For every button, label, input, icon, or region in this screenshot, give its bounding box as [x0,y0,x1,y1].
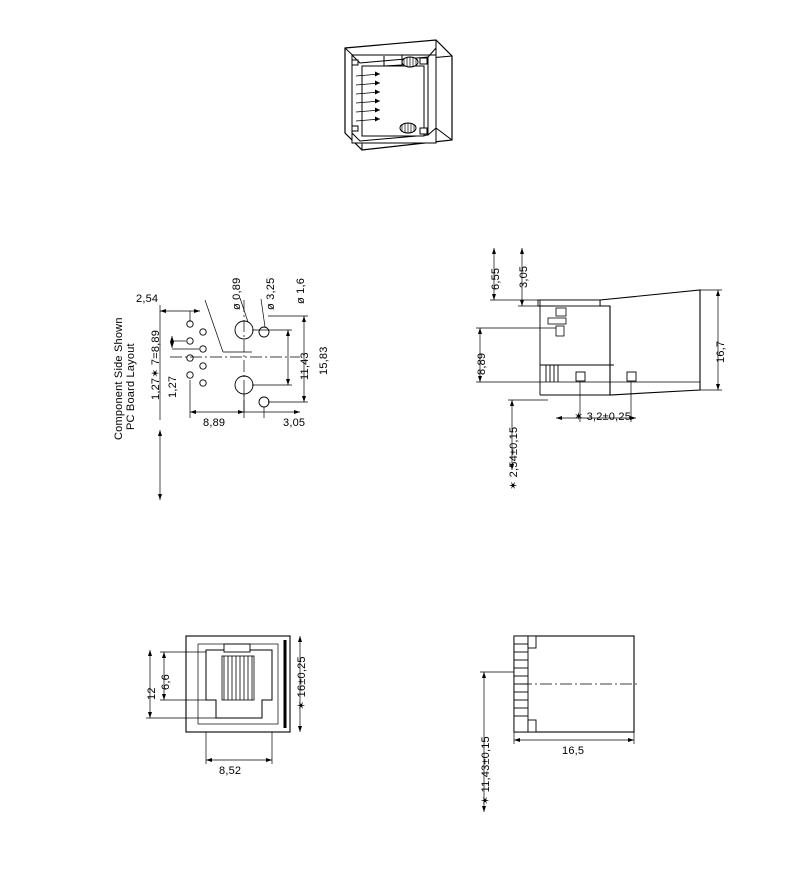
pcb-caption-line2: Component Side Shown [113,317,125,440]
pcb-dim-254: 2,54 [136,293,159,305]
rear-dim-1143-tol: ✶ 11,43±0,15 [480,736,492,805]
pcb-dim-dia-089: ø 0,89 [231,277,243,310]
pcb-dim-dia-325: ø 3,25 [265,277,277,310]
pcb-dim-1583: 15,83 [318,346,330,375]
side-dim-889: 8,89 [476,352,488,375]
front-dim-66: 6,6 [160,674,172,690]
pcb-dim-1143: 11,43 [299,352,311,380]
side-dim-167: 16,7 [715,340,727,363]
rear-view-geometry [480,636,640,812]
pcb-dim-889: 8,89 [203,417,226,429]
pcb-dim-305: 3,05 [283,417,306,429]
pcb-layout-geometry [158,298,308,500]
side-dim-305: 3,05 [518,265,530,288]
pcb-caption-line1: PC Board Layout [125,343,137,430]
front-dim-12: 12 [146,687,158,700]
side-dim-32-tol: ✶ 3,2±0,25 [574,411,632,423]
pcb-dim-127: 1,27 [167,375,179,398]
front-dim-852: 8,52 [219,765,242,777]
front-view-geometry [146,636,302,764]
rear-dim-165: 16,5 [562,745,585,757]
side-dim-655: 6,55 [490,267,502,290]
iso-view-geometry [345,40,452,150]
pcb-dim-dia-16: ø 1,6 [295,277,307,304]
side-dim-254-tol: ✶ 2,54±0,15 [508,426,520,490]
front-dim-16-tol: ✶ 16±0,25 [296,656,308,710]
pcb-dim-127x7: 1,27✶ 7=8,89 [150,329,162,400]
